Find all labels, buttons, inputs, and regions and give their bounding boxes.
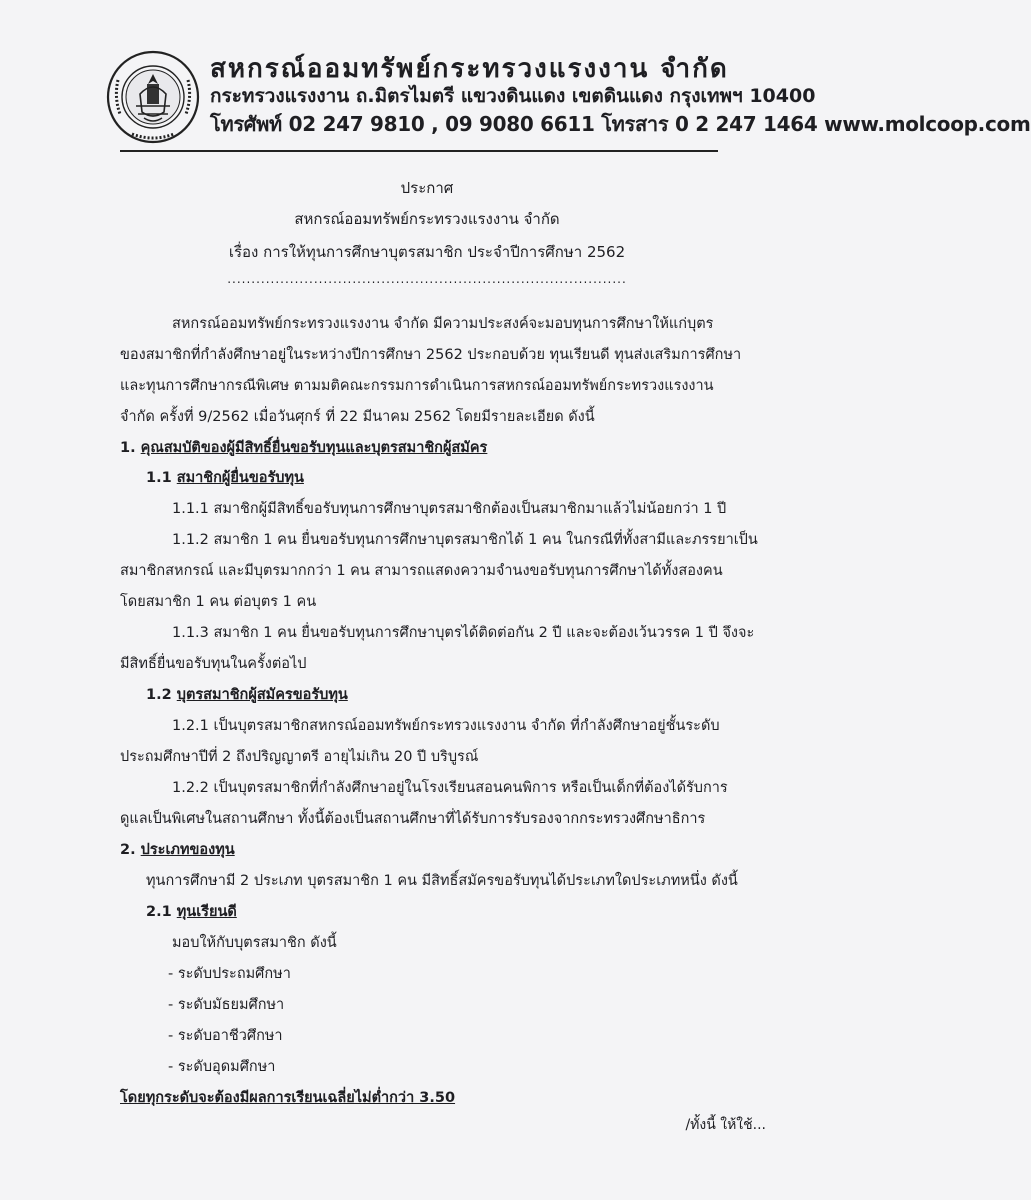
section-1-number: 1. bbox=[120, 440, 136, 456]
cooperative-seal-logo bbox=[106, 50, 200, 144]
clause-1-1-3-line-1: 1.1.3 สมาชิก 1 คน ยื่นขอรับทุนการศึกษาบุตรได้ติดต่อกัน 2 ปี และจะต้องเว้นวรรค 1 ปี จึงจะ bbox=[172, 625, 755, 641]
cooperative-address: กระทรวงแรงงาน ถ.มิตรไมตรี แขวงดินแดง เขตดินแดง กรุงเทพฯ 10400 bbox=[210, 85, 816, 107]
gpa-requirement: โดยทุกระดับจะต้องมีผลการเรียนเฉลี่ยไม่ต่ำกว่า 3.50 bbox=[120, 1090, 456, 1106]
clause-1-2-1-line-1: 1.2.1 เป็นบุตรสมาชิกสหกรณ์ออมทรัพย์กระทรวงแรงงาน จำกัด ที่กำลังศึกษาอยู่ชั้นระดับ bbox=[172, 718, 720, 734]
announcement-org: สหกรณ์ออมทรัพย์กระทรวงแรงงาน จำกัด bbox=[294, 210, 560, 228]
announcement-subject: เรื่อง การให้ทุนการศึกษาบุตรสมาชิก ประจำปีการศึกษา 2562 bbox=[228, 243, 626, 261]
section-1-2-title: บุตรสมาชิกผู้สมัครขอรับทุน bbox=[176, 687, 348, 703]
section-1-1-number: 1.1 bbox=[146, 470, 172, 486]
clause-1-2-2-line-1: 1.2.2 เป็นบุตรสมาชิกที่กำลังศึกษาอยู่ในโรงเรียนสอนคนพิการ หรือเป็นเด็กที่ต้องได้รับการ bbox=[172, 780, 728, 796]
section-1-title: คุณสมบัติของผู้มีสิทธิ์ยื่นขอรับทุนและบุตรสมาชิกผู้สมัคร bbox=[140, 440, 488, 456]
clause-1-2-1-line-2: ประถมศึกษาปีที่ 2 ถึงปริญญาตรี อายุไม่เกิน 20 ปี บริบูรณ์ bbox=[120, 749, 479, 765]
level-item: - ระดับอาชีวศึกษา bbox=[168, 1028, 283, 1044]
section-1-2-number: 1.2 bbox=[146, 687, 172, 703]
intro-line-2: ของสมาชิกที่กำลังศึกษาอยู่ในระหว่างปีการศึกษา 2562 ประกอบด้วย ทุนเรียนดี ทุนส่งเสริมการศึกษา bbox=[120, 347, 742, 363]
section-2-title: ประเภทของทุน bbox=[140, 842, 235, 858]
section-1-1-heading bbox=[146, 466, 304, 489]
section-2-number: 2. bbox=[120, 842, 136, 858]
level-item: - ระดับมัธยมศึกษา bbox=[168, 997, 285, 1013]
clause-1-1-2-line-1: 1.1.2 สมาชิก 1 คน ยื่นขอรับทุนการศึกษาบุตรสมาชิกได้ 1 คน ในกรณีที่ทั้งสามีและภรรยาเป็น bbox=[172, 532, 758, 548]
dotted-separator: ................................................................................... bbox=[227, 272, 627, 286]
intro-line-4: จำกัด ครั้งที่ 9/2562 เมื่อวันศุกร์ ที่ 22 มีนาคม 2562 โดยมีรายละเอียด ดังนี้ bbox=[120, 409, 595, 425]
cooperative-contact: โทรศัพท์ 02 247 9810 , 09 9080 6611 โทรสาร 0 2 247 1464 www.molcoop.com bbox=[210, 112, 1031, 136]
clause-1-2-2-line-2: ดูแลเป็นพิเศษในสถานศึกษา ทั้งนี้ต้องเป็นสถานศึกษาที่ได้รับการรับรองจากกระทรวงศึกษาธิการ bbox=[120, 811, 706, 827]
intro-line-1: สหกรณ์ออมทรัพย์กระทรวงแรงงาน จำกัด มีความประสงค์จะมอบทุนการศึกษาให้แก่บุตร bbox=[172, 316, 714, 332]
header-divider bbox=[120, 150, 718, 152]
level-item: - ระดับประถมศึกษา bbox=[168, 966, 291, 982]
level-item: - ระดับอุดมศึกษา bbox=[168, 1059, 276, 1075]
section-1-2-heading bbox=[146, 683, 348, 706]
section-2-heading bbox=[120, 838, 235, 861]
section-2-1-heading bbox=[146, 900, 237, 923]
section-2-text: ทุนการศึกษามี 2 ประเภท บุตรสมาชิก 1 คน มีสิทธิ์สมัครขอรับทุนได้ประเภทใดประเภทหนึ่ง ดังนี้ bbox=[146, 873, 738, 889]
announcement-heading: ประกาศ bbox=[400, 179, 454, 197]
clause-1-1-2-line-2: สมาชิกสหกรณ์ และมีบุตรมากกว่า 1 คน สามารถแสดงความจำนงขอรับทุนการศึกษาได้ทั้งสองคน bbox=[120, 563, 723, 579]
cooperative-name: สหกรณ์ออมทรัพย์กระทรวงแรงงาน จำกัด bbox=[210, 54, 729, 84]
clause-1-1-2-line-3: โดยสมาชิก 1 คน ต่อบุตร 1 คน bbox=[120, 594, 317, 610]
section-1-1-title: สมาชิกผู้ยื่นขอรับทุน bbox=[176, 470, 304, 486]
section-2-1-title: ทุนเรียนดี bbox=[176, 904, 237, 920]
clause-1-1-1: 1.1.1 สมาชิกผู้มีสิทธิ์ขอรับทุนการศึกษาบุตรสมาชิกต้องเป็นสมาชิกมาแล้วไม่น้อยกว่า 1 ปี bbox=[172, 501, 727, 517]
section-2-1-text: มอบให้กับบุตรสมาชิก ดังนี้ bbox=[172, 935, 337, 951]
section-1-heading bbox=[120, 436, 487, 459]
continued-note: /ทั้งนี้ ให้ใช้... bbox=[685, 1117, 766, 1133]
section-2-1-number: 2.1 bbox=[146, 904, 172, 920]
clause-1-1-3-line-2: มีสิทธิ์ยื่นขอรับทุนในครั้งต่อไป bbox=[120, 656, 307, 672]
intro-line-3: และทุนการศึกษากรณีพิเศษ ตามมติคณะกรรมการดำเนินการสหกรณ์ออมทรัพย์กระทรวงแรงงาน bbox=[120, 378, 714, 394]
